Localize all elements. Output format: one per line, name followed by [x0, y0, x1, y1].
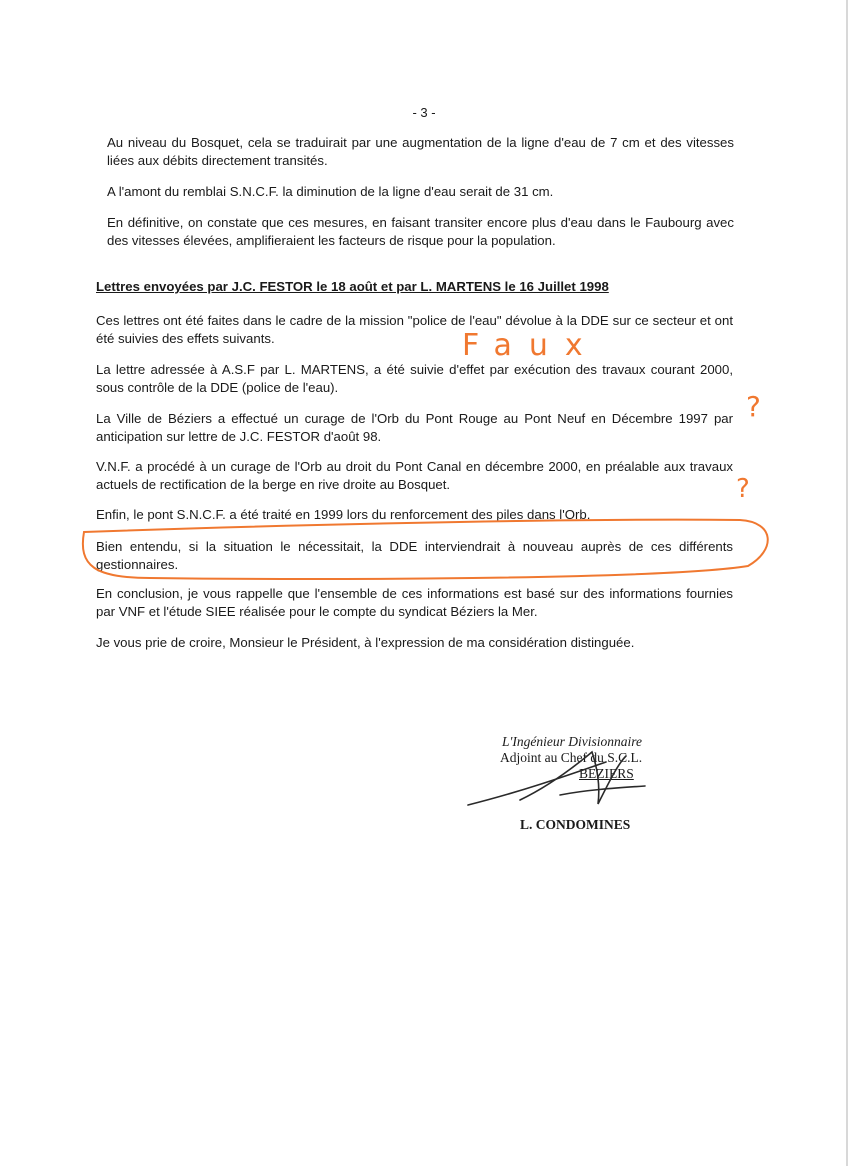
page-number: - 3 - — [412, 105, 436, 120]
annotation-question-mark-1: ? — [746, 390, 761, 423]
paragraph-lettres: Ces lettres ont été faites dans le cadre de la mission "police de l'eau" dévolue à la DDE sur ce secteur et ont été suivies des effets suivants. — [96, 313, 733, 346]
paragraph-definitive: En définitive, on constate que ces mesures, en faisant transiter encore plus d'eau dans le Faubourg avec des vitesses élevées, amplifieraient les facteurs de risque pour la population. — [107, 215, 734, 248]
signature-role: Adjoint au Chef du S.C.L. — [500, 750, 643, 765]
paragraph-bosquet: Au niveau du Bosquet, cela se traduirait par une augmentation de la ligne d'eau de 7 cm et des vitesses liées aux débits directement transités. — [107, 135, 734, 168]
orange-highlight-oval — [83, 520, 768, 579]
paragraph-amont-remblai: A l'amont du remblai S.N.C.F. la diminution de la ligne d'eau serait de 31 cm. — [107, 184, 554, 199]
section-heading: Lettres envoyées par J.C. FESTOR le 18 août et par L. MARTENS le 16 Juillet 1998 — [96, 279, 609, 294]
paragraph-salutation: Je vous prie de croire, Monsieur le Président, à l'expression de ma considération distinguée. — [96, 635, 635, 650]
signature-city: BEZIERS — [579, 766, 634, 781]
paragraph-ville-beziers: La Ville de Béziers a effectué un curage de l'Orb du Pont Rouge au Pont Neuf en Décembre 1997 par anticipation sur lettre de J.C. FESTOR d'août 98. — [96, 411, 733, 444]
paragraph-vnf: V.N.F. a procédé à un curage de l'Orb au droit du Pont Canal en décembre 2000, en préalable aux travaux actuels de rectification de la berge en rive droite au Bosquet. — [96, 459, 733, 492]
handwritten-signature — [468, 752, 645, 805]
paragraph-pont-sncf: Enfin, le pont S.N.C.F. a été traité en 1999 lors du renforcement des piles dans l'Orb. — [96, 507, 591, 522]
paragraph-conclusion: En conclusion, je vous rappelle que l'ensemble de ces informations est basé sur des informations fournies par VNF et l'étude SIEE réalisée pour le compte du syndicat Béziers la Mer. — [96, 586, 733, 619]
annotation-question-mark-2: ? — [736, 474, 750, 504]
signature-name: L. CONDOMINES — [520, 817, 631, 832]
annotation-faux: Faux — [462, 328, 600, 363]
paragraph-bien-entendu: Bien entendu, si la situation le nécessitait, la DDE interviendrait à nouveau auprès de ces différents gestionnaires. — [96, 539, 733, 572]
signature-title: L'Ingénieur Divisionnaire — [502, 734, 642, 749]
paragraph-asf: La lettre adressée à A.S.F par L. MARTENS, a été suivie d'effet par exécution des travaux courant 2000, sous contrôle de la DDE (police de l'eau). — [96, 362, 733, 395]
